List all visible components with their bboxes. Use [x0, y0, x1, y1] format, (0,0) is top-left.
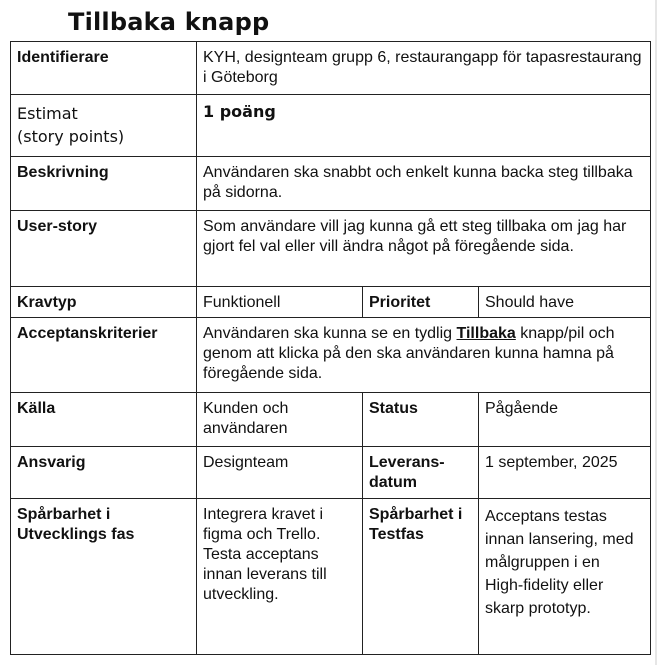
page-edge [655, 0, 657, 665]
identifierare-label: Identifierare [11, 42, 197, 95]
table-row [11, 318, 651, 393]
estimat-sublabel: (story points) [17, 127, 125, 146]
table-row [11, 499, 651, 655]
ansvarig-value: Designteam [197, 447, 363, 499]
user-story-value: Som användare vill jag kunna gå ett steg tillbaka om jag har gjort fel val eller vill ändra något på föregående sida. [197, 211, 651, 287]
acceptans-text-before: Användaren ska kunna se en tydlig [203, 325, 457, 342]
leveransdatum-label: Leverans-datum [363, 447, 479, 499]
prioritet-label: Prioritet [363, 287, 479, 318]
acceptans-highlight: Tillbaka [456, 325, 516, 342]
page-title: Tillbaka knapp [68, 8, 270, 36]
beskrivning-value: Användaren ska snabbt och enkelt kunna backa steg tillbaka på sidorna. [197, 157, 651, 211]
table-row [11, 393, 651, 447]
sparbarhet-testfas-value: Acceptans testas innan lansering, med målgruppen i en High-fidelity eller skarp prototyp. [479, 499, 651, 655]
acceptanskriterier-value [197, 318, 651, 393]
table-row [11, 447, 651, 499]
estimat-label: Estimat [17, 104, 78, 123]
identifierare-value: KYH, designteam grupp 6, restaurangapp för tapasrestaurang i Göteborg [197, 42, 651, 95]
kravtyp-label: Kravtyp [11, 287, 197, 318]
kalla-label: Källa [11, 393, 197, 447]
estimat-value-cell [197, 95, 651, 157]
table-row [11, 211, 651, 287]
sparbarhet-utveckling-label: Spårbarhet i Utvecklings fas [11, 499, 197, 655]
table-row [11, 287, 651, 318]
leveransdatum-value: 1 september, 2025 [479, 447, 651, 499]
prioritet-value: Should have [479, 287, 651, 318]
table-row [11, 157, 651, 211]
sparbarhet-utveckling-value: Integrera kravet i figma och Trello. Testa acceptans innan leverans till utveckling. [197, 499, 363, 655]
requirement-table [10, 41, 651, 655]
estimat-value: 1 poäng [203, 102, 276, 121]
estimat-label-cell [11, 95, 197, 157]
status-value: Pågående [479, 393, 651, 447]
acceptans-text-after: knapp/pil och genom att klicka på den ska användaren kunna hamna på föregående sida. [203, 325, 615, 382]
beskrivning-label: Beskrivning [11, 157, 197, 211]
sparbarhet-testfas-label: Spårbarhet i Testfas [363, 499, 479, 655]
ansvarig-label: Ansvarig [11, 447, 197, 499]
table-row [11, 42, 651, 95]
status-label: Status [363, 393, 479, 447]
acceptanskriterier-label: Acceptanskriterier [11, 318, 197, 393]
kalla-value: Kunden och användaren [197, 393, 363, 447]
table-row [11, 95, 651, 157]
kravtyp-value: Funktionell [197, 287, 363, 318]
user-story-label: User-story [11, 211, 197, 287]
